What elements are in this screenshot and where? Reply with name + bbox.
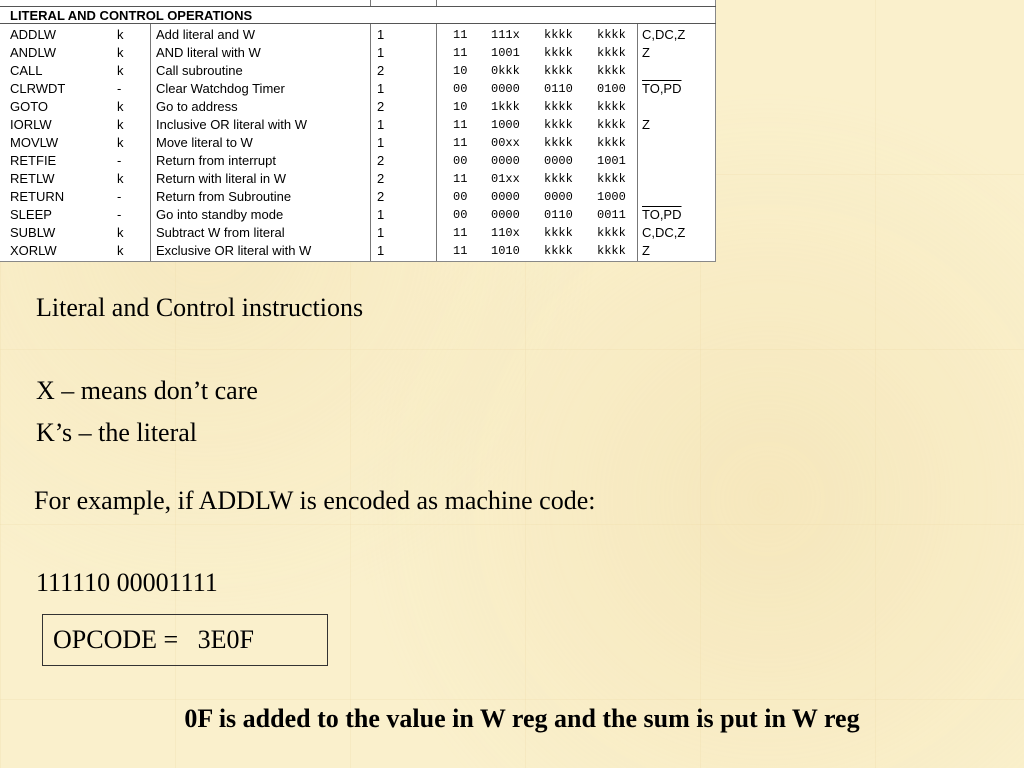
table-row xyxy=(0,188,716,206)
status-affected-cell: TO,PD xyxy=(642,81,682,96)
cycles-cell: 1 xyxy=(377,45,385,60)
opcode-bits-cell: 11 xyxy=(453,46,468,60)
table-row xyxy=(0,152,716,170)
description-cell: Inclusive OR literal with W xyxy=(156,117,307,132)
cycles-cell: 1 xyxy=(377,243,385,258)
table-row xyxy=(0,206,716,224)
table-row xyxy=(0,242,716,260)
opcode-bits-cell: 0000 xyxy=(491,154,520,168)
opcode-bits-cell: kkkk xyxy=(544,46,573,60)
opcode-bits-cell: 0011 xyxy=(597,208,626,222)
opcode-bits-cell: 0000 xyxy=(491,208,520,222)
cycles-cell: 2 xyxy=(377,171,385,186)
operands-cell: k xyxy=(117,243,124,258)
opcode-bits-cell: 0000 xyxy=(544,154,573,168)
machine-code: 111110 00001111 xyxy=(36,568,218,597)
table-row xyxy=(0,170,716,188)
description-cell: AND literal with W xyxy=(156,45,261,60)
description-cell: Call subroutine xyxy=(156,63,243,78)
table-row xyxy=(0,224,716,242)
opcode-box: OPCODE = 3E0F xyxy=(42,614,328,666)
cycles-cell: 2 xyxy=(377,63,385,78)
opcode-bits-cell: 1001 xyxy=(491,46,520,60)
opcode-bits-cell: 00xx xyxy=(491,136,520,150)
opcode-bits-cell: 11 xyxy=(453,172,468,186)
section-title: LITERAL AND CONTROL OPERATIONS xyxy=(10,8,253,23)
status-affected-cell: TO,PD xyxy=(642,207,682,222)
description-cell: Go into standby mode xyxy=(156,207,284,222)
description-cell: Return from Subroutine xyxy=(156,189,292,204)
mnemonic-cell: CLRWDT xyxy=(10,81,66,96)
opcode-bits-cell: kkkk xyxy=(597,28,626,42)
opcode-bits-cell: 01xx xyxy=(491,172,520,186)
opcode-bits-cell: kkkk xyxy=(544,118,573,132)
opcode-bits-cell: kkkk xyxy=(544,64,573,78)
instruction-table-image xyxy=(0,0,716,262)
opcode-bits-cell: 11 xyxy=(453,136,468,150)
opcode-bits-cell: 0110 xyxy=(544,82,573,96)
status-affected-cell: Z xyxy=(642,117,650,132)
cycles-cell: 1 xyxy=(377,117,385,132)
operands-cell: - xyxy=(117,81,122,96)
status-affected-cell: Z xyxy=(642,45,650,60)
opcode-bits-cell: 1001 xyxy=(597,154,626,168)
cycles-cell: 1 xyxy=(377,207,385,222)
cycles-cell: 1 xyxy=(377,135,385,150)
mnemonic-cell: SUBLW xyxy=(10,225,56,240)
opcode-bits-cell: 0000 xyxy=(491,190,520,204)
mnemonic-cell: RETURN xyxy=(10,189,65,204)
opcode-bits-cell: 1010 xyxy=(491,244,520,258)
operands-cell: - xyxy=(117,153,122,168)
opcode-bits-cell: kkkk xyxy=(597,172,626,186)
opcode-bits-cell: 111x xyxy=(491,28,520,42)
opcode-bits-cell: kkkk xyxy=(544,172,573,186)
description-cell: Add literal and W xyxy=(156,27,255,42)
opcode-bits-cell: kkkk xyxy=(544,244,573,258)
mnemonic-cell: XORLW xyxy=(10,243,57,258)
table-row xyxy=(0,80,716,98)
opcode-bits-cell: kkkk xyxy=(597,226,626,240)
status-affected-cell: C,DC,Z xyxy=(642,225,686,240)
operands-cell: k xyxy=(117,45,124,60)
status-affected-cell: Z xyxy=(642,243,650,258)
opcode-bits-cell: 10 xyxy=(453,64,468,78)
operands-cell: k xyxy=(117,135,124,150)
description-cell: Return with literal in W xyxy=(156,171,287,186)
cycles-cell: 1 xyxy=(377,27,385,42)
cycles-cell: 2 xyxy=(377,99,385,114)
opcode-bits-cell: 1000 xyxy=(597,190,626,204)
opcode-bits-cell: 11 xyxy=(453,226,468,240)
operands-cell: k xyxy=(117,225,124,240)
table-body xyxy=(0,26,716,260)
description-cell: Go to address xyxy=(156,99,238,114)
description-cell: Return from interrupt xyxy=(156,153,276,168)
cycles-cell: 2 xyxy=(377,153,385,168)
operands-cell: k xyxy=(117,117,124,132)
opcode-bits-cell: 00 xyxy=(453,82,468,96)
mnemonic-cell: CALL xyxy=(10,63,43,78)
note-k-literal: K’s – the literal xyxy=(36,418,198,447)
mnemonic-cell: RETLW xyxy=(10,171,55,186)
mnemonic-cell: MOVLW xyxy=(10,135,59,150)
mnemonic-cell: ANDLW xyxy=(10,45,56,60)
opcode-bits-cell: 0kkk xyxy=(491,64,520,78)
opcode-bits-cell: 11 xyxy=(453,244,468,258)
opcode-bits-cell: 00 xyxy=(453,154,468,168)
mnemonic-cell: GOTO xyxy=(10,99,49,114)
opcode-bits-cell: 110x xyxy=(491,226,520,240)
opcode-bits-cell: kkkk xyxy=(597,64,626,78)
table-row xyxy=(0,62,716,80)
table-row xyxy=(0,116,716,134)
opcode-bits-cell: kkkk xyxy=(597,244,626,258)
cycles-cell: 2 xyxy=(377,189,385,204)
operands-cell: k xyxy=(117,63,124,78)
opcode-bits-cell: kkkk xyxy=(544,100,573,114)
mnemonic-cell: IORLW xyxy=(10,117,52,132)
opcode-bits-cell: kkkk xyxy=(597,136,626,150)
explanation-footer: 0F is added to the value in W reg and the sum is put in W reg xyxy=(184,704,860,733)
opcode-bits-cell: kkkk xyxy=(544,28,573,42)
opcode-bits-cell: 0110 xyxy=(544,208,573,222)
table-row xyxy=(0,44,716,62)
opcode-bits-cell: 0000 xyxy=(544,190,573,204)
operands-cell: k xyxy=(117,99,124,114)
opcode-bits-cell: kkkk xyxy=(597,46,626,60)
table-row xyxy=(0,26,716,44)
opcode-bits-cell: 11 xyxy=(453,118,468,132)
opcode-bits-cell: kkkk xyxy=(597,118,626,132)
cycles-cell: 1 xyxy=(377,81,385,96)
description-cell: Move literal to W xyxy=(156,135,253,150)
opcode-bits-cell: 1kkk xyxy=(491,100,520,114)
opcode-bits-cell: kkkk xyxy=(544,136,573,150)
opcode-bits-cell: 1000 xyxy=(491,118,520,132)
note-x-dont-care: X – means don’t care xyxy=(36,376,258,405)
operands-cell: - xyxy=(117,207,122,222)
cycles-cell: 1 xyxy=(377,225,385,240)
description-cell: Subtract W from literal xyxy=(156,225,285,240)
mnemonic-cell: SLEEP xyxy=(10,207,52,222)
opcode-bits-cell: kkkk xyxy=(597,100,626,114)
opcode-bits-cell: kkkk xyxy=(544,226,573,240)
status-affected-cell: C,DC,Z xyxy=(642,27,686,42)
opcode-bits-cell: 0000 xyxy=(491,82,520,96)
operands-cell: k xyxy=(117,27,124,42)
opcode-bits-cell: 00 xyxy=(453,190,468,204)
operands-cell: - xyxy=(117,189,122,204)
opcode-bits-cell: 10 xyxy=(453,100,468,114)
mnemonic-cell: ADDLW xyxy=(10,27,56,42)
description-cell: Clear Watchdog Timer xyxy=(156,81,285,96)
opcode-bits-cell: 00 xyxy=(453,208,468,222)
description-cell: Exclusive OR literal with W xyxy=(156,243,312,258)
table-row xyxy=(0,98,716,116)
heading-literal-control: Literal and Control instructions xyxy=(36,293,364,322)
table-section-header xyxy=(0,6,716,24)
table-row xyxy=(0,134,716,152)
opcode-bits-cell: 0100 xyxy=(597,82,626,96)
opcode-bits-cell: 11 xyxy=(453,28,468,42)
example-intro: For example, if ADDLW is encoded as machine code: xyxy=(34,486,596,515)
mnemonic-cell: RETFIE xyxy=(10,153,57,168)
operands-cell: k xyxy=(117,171,124,186)
